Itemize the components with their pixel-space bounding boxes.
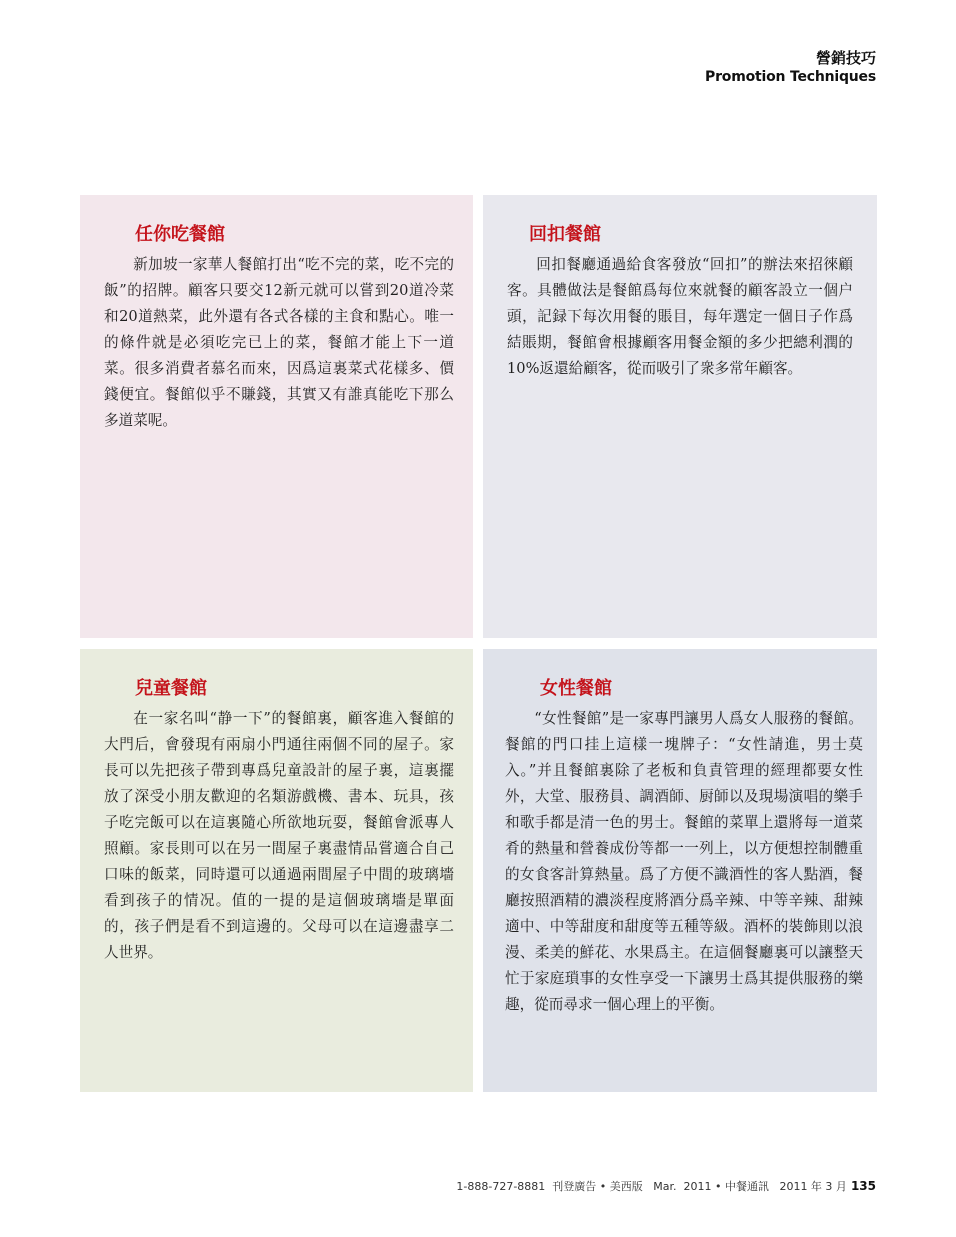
section-title-en: Promotion Techniques: [705, 69, 876, 85]
section-header: [705, 49, 876, 86]
footer-text: 1-888-727-8881 刊登廣告 • 美西版 Mar. 2011 • 中餐通訊 2011 年 3 月: [456, 1180, 847, 1193]
article-body: 新加坡一家華人餐館打出“吃不完的菜，吃不完的飯”的招牌。顧客只要交12新元就可以嘗到20道冷菜和20道熱菜，此外還有各式各樣的主食和點心。唯一的條件就是必須吃完已上的菜，餐館才能上下一道菜。很多消費者慕名而來，因爲這裏菜式花樣多、價錢便宜。餐館似乎不賺錢，其實又有誰真能吃下那么多道菜呢。: [104, 256, 454, 429]
page-number: 135: [850, 1179, 876, 1193]
article-title: 回扣餐館: [529, 224, 601, 245]
article-body: “女性餐館”是一家專門讓男人爲女人服務的餐館。餐館的門口挂上這樣一塊牌子：“女性請進，男士莫入。”并且餐館裏除了老板和負責管理的經理都要女性外，大堂、服務員、調酒師、厨師以及現場演唱的樂手和歌手都是清一色的男士。餐館的菜單上還將每一道菜肴的熱量和營養成份等都一一列上，以方便想控制體重的女食客計算熱量。爲了方便不識酒性的客人點酒，餐廳按照酒精的濃淡程度將酒分爲辛辣、中等辛辣、甜辣適中、中等甜度和甜度等五種等級。酒杯的裝飾則以浪漫、柔美的鮮花、水果爲主。在這個餐廳裏可以讓整天忙于家庭瑣事的女性享受一下讓男士爲其提供服務的樂趣，從而尋求一個心理上的平衡。: [505, 710, 863, 1013]
article-title: 任你吃餐館: [135, 224, 225, 245]
article-body: 在一家名叫“静一下”的餐館裏，顧客進入餐館的大門后，會發現有兩扇小門通往兩個不同的屋子。家長可以先把孩子帶到專爲兒童設計的屋子裏，這裏擺放了深受小朋友歡迎的名類游戲機、書本、玩具，孩子吃完飯可以在這裏隨心所欲地玩耍，餐館會派專人照顧。家長則可以在另一間屋子裏盡情品嘗適合自己口味的飯菜，同時還可以通過兩間屋子中間的玻璃墻看到孩子的情况。值的一提的是這個玻璃墻是單面的，孩子們是看不到這邊的。父母可以在這邊盡享二人世界。: [104, 710, 454, 961]
article-box-children: [80, 649, 473, 1092]
section-title-zh: 營銷技巧: [815, 49, 876, 67]
article-title: 女性餐館: [540, 678, 612, 699]
article-body: 回扣餐廳通過給食客發放“回扣”的辦法來招徠顧客。具體做法是餐館爲每位來就餐的顧客設立一個户頭，記録下每次用餐的賬目，每年選定一個日子作爲結賬期，餐館會根據顧客用餐金額的多少把總利潤的10%返還給顧客，從而吸引了衆多常年顧客。: [507, 256, 853, 377]
article-box-women: [483, 649, 877, 1092]
article-box-rebate: [483, 195, 877, 638]
article-box-buffet: [80, 195, 473, 638]
page-footer: [456, 1178, 876, 1194]
article-title: 兒童餐館: [135, 678, 207, 699]
